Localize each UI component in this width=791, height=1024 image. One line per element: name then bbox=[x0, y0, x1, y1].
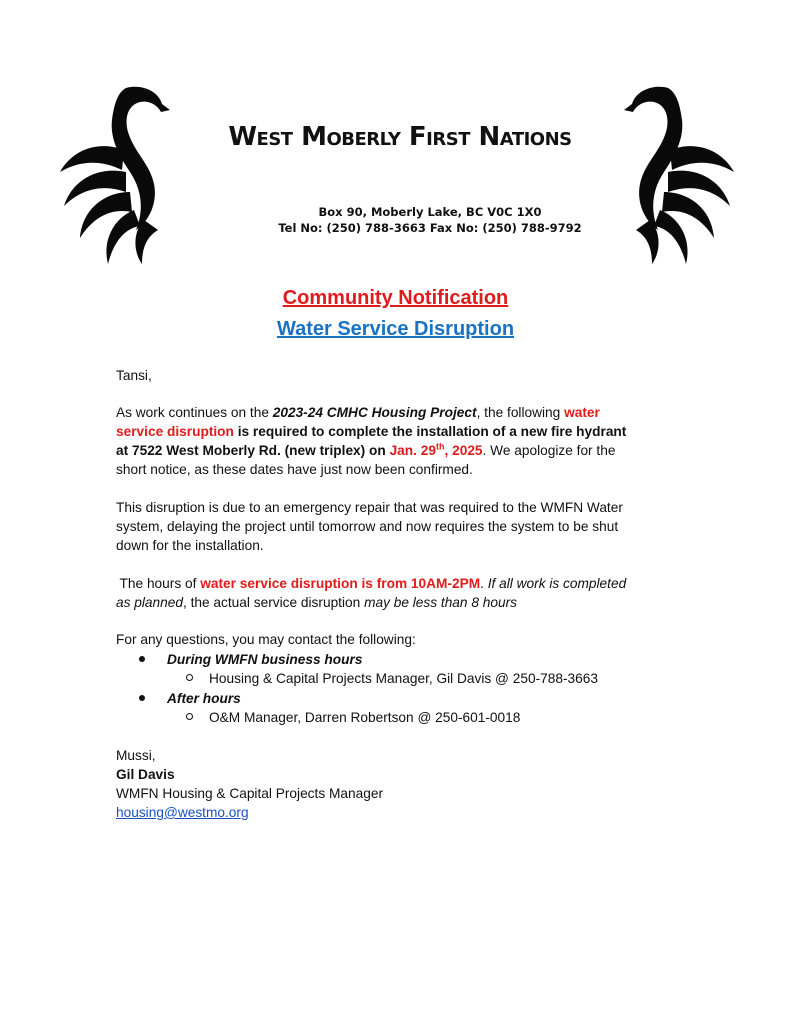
bold-text: is required to complete the installation of a new fire hydrant bbox=[233, 424, 627, 439]
text: . We apologize for the bbox=[482, 443, 616, 458]
greeting: Tansi, bbox=[116, 368, 152, 383]
text: The hours of bbox=[116, 576, 201, 591]
contacts-intro: For any questions, you may contact the following: bbox=[116, 632, 416, 647]
project-name: 2023-24 CMHC Housing Project bbox=[272, 405, 477, 420]
bold-text: at 7522 West Moberly Rd. (new triplex) on bbox=[116, 443, 390, 458]
text-line: system, delaying the project until tomorrow and now requires the system to be shut bbox=[116, 519, 619, 534]
list-item bbox=[116, 650, 362, 669]
text-line: down for the installation. bbox=[116, 538, 264, 553]
date-year: , 2025 bbox=[444, 443, 483, 458]
paragraph-hours bbox=[116, 574, 676, 612]
bullet-circle-icon bbox=[186, 713, 193, 720]
list-item bbox=[116, 689, 241, 708]
phone-fax-line: Tel No: (250) 788-3663 Fax No: (250) 788-9792 bbox=[278, 221, 582, 235]
organization-name: West Moberly First Nations bbox=[228, 122, 572, 152]
date-suffix: th bbox=[435, 441, 445, 452]
paragraph-disruption-reason bbox=[116, 498, 676, 555]
signer-title: WMFN Housing & Capital Projects Manager bbox=[116, 786, 383, 801]
list-subitem bbox=[186, 669, 598, 688]
text-line: This disruption is due to an emergency repair that was required to the WMFN Water bbox=[116, 500, 623, 515]
signer-name: Gil Davis bbox=[116, 767, 175, 782]
contact-detail: Housing & Capital Projects Manager, Gil Davis @ 250-788-3663 bbox=[209, 671, 598, 686]
text: As work continues on the bbox=[116, 405, 273, 420]
text: . bbox=[480, 576, 488, 591]
italic-text: may be less than 8 hours bbox=[364, 595, 517, 610]
italic-text: If all work is completed bbox=[487, 576, 627, 591]
bullet-circle-icon bbox=[186, 674, 193, 681]
text-line: short notice, as these dates have just now been confirmed. bbox=[116, 462, 473, 477]
signoff-closing: Mussi, bbox=[116, 748, 156, 763]
swan-logo-right-icon bbox=[606, 80, 736, 265]
highlight-text: water bbox=[564, 405, 600, 420]
bullet-dot-icon bbox=[139, 695, 145, 701]
highlight-text: service disruption bbox=[116, 424, 234, 439]
bullet-dot-icon bbox=[139, 656, 145, 662]
swan-logo-left-icon bbox=[58, 80, 188, 265]
italic-text: as planned bbox=[116, 595, 183, 610]
contact-heading: During WMFN business hours bbox=[167, 652, 363, 667]
email-link[interactable]: housing@westmo.org bbox=[116, 805, 249, 820]
text: , the following bbox=[476, 405, 565, 420]
notification-title: Community Notification bbox=[282, 287, 509, 309]
contact-heading: After hours bbox=[167, 691, 241, 706]
text: , the actual service disruption bbox=[182, 595, 365, 610]
list-subitem bbox=[186, 708, 520, 727]
address-line: Box 90, Moberly Lake, BC V0C 1X0 bbox=[318, 205, 542, 219]
paragraph-project-notice bbox=[116, 403, 676, 479]
contact-detail: O&M Manager, Darren Robertson @ 250-601-0018 bbox=[209, 710, 521, 725]
date-text: Jan. 29 bbox=[389, 443, 436, 458]
hours-highlight: water service disruption is from 10AM-2PM bbox=[200, 576, 481, 591]
subject-title: Water Service Disruption bbox=[276, 318, 515, 340]
